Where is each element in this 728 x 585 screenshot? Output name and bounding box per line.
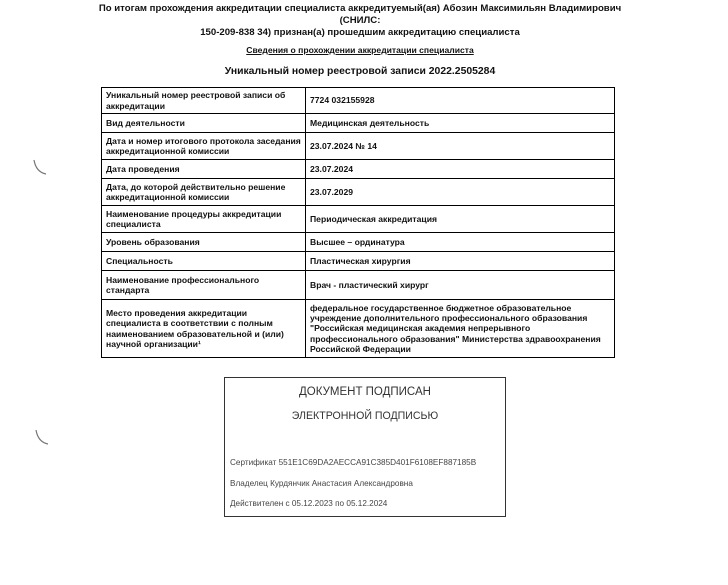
row-label: Дата проведения xyxy=(102,160,306,179)
intro-text xyxy=(90,3,630,39)
row-value: Медицинская деятельность xyxy=(306,114,615,133)
stamp-certificate: Сертификат 551E1C69DA2AECCA91C385D401F6108EF887185B xyxy=(230,458,477,467)
intro-line-2: 150-209-838 34) признан(а) прошедшим аккредитацию специалиста xyxy=(200,27,520,38)
row-label: Дата и номер итогового протокола заседания аккредитационной комиссии xyxy=(102,133,306,160)
row-label: Уровень образования xyxy=(102,233,306,252)
intro-line-1: По итогам прохождения аккредитации специалиста аккредитуемый(ая) Абозин Максимильян Владимирович (СНИЛС: xyxy=(98,3,622,26)
accreditation-info-table xyxy=(101,87,615,358)
row-value: 23.07.2024 xyxy=(306,160,615,179)
row-value: 23.07.2029 xyxy=(306,179,615,206)
row-value: Врач - пластический хирург xyxy=(306,271,615,300)
row-value: Пластическая хирургия xyxy=(306,252,615,271)
section-title: Сведения о прохождении аккредитации специалиста xyxy=(246,45,474,55)
stamp-title-line-2: ЭЛЕКТРОННОЙ ПОДПИСЬЮ xyxy=(291,410,439,422)
row-label: Место проведения аккредитации специалиста в соответствии с полным наименованием образовательной и (или) научной организации¹ xyxy=(102,300,306,358)
row-label: Вид деятельности xyxy=(102,114,306,133)
table-row xyxy=(102,88,615,114)
row-value: федеральное государственное бюджетное образовательное учреждение дополнительного профессионального образования "Российская медицинская академия непрерывного профессионального образования" Министерства здравоохранения Российской Федерации xyxy=(306,300,615,358)
table-row xyxy=(102,114,615,133)
stamp-title-line-1: ДОКУМЕНТ ПОДПИСАН xyxy=(299,386,431,398)
registry-number-title: Уникальный номер реестровой записи 2022.2505284 xyxy=(224,66,496,77)
row-value: Периодическая аккредитация xyxy=(306,206,615,233)
row-value: Высшее – ординатура xyxy=(306,233,615,252)
row-value: 7724 032155928 xyxy=(306,88,615,114)
row-label: Наименование процедуры аккредитации специалиста xyxy=(102,206,306,233)
row-label: Дата, до которой действительно решение аккредитационной комиссии xyxy=(102,179,306,206)
stamp-validity: Действителен с 05.12.2023 по 05.12.2024 xyxy=(230,499,388,508)
row-label: Наименование профессионального стандарта xyxy=(102,271,306,300)
row-label: Уникальный номер реестровой записи об аккредитации xyxy=(102,88,306,114)
table-row xyxy=(102,133,615,160)
table-row xyxy=(102,233,615,252)
stamp-owner: Владелец Курдянчик Анастасия Александровна xyxy=(230,479,413,488)
row-label: Специальность xyxy=(102,252,306,271)
scan-hole-mark-icon xyxy=(34,428,50,448)
table-row xyxy=(102,179,615,206)
table-row xyxy=(102,160,615,179)
row-value: 23.07.2024 № 14 xyxy=(306,133,615,160)
table-row xyxy=(102,300,615,358)
electronic-signature-stamp xyxy=(224,377,506,517)
table-row xyxy=(102,271,615,300)
scan-hole-mark-icon xyxy=(32,158,48,178)
table-row xyxy=(102,252,615,271)
table-row xyxy=(102,206,615,233)
